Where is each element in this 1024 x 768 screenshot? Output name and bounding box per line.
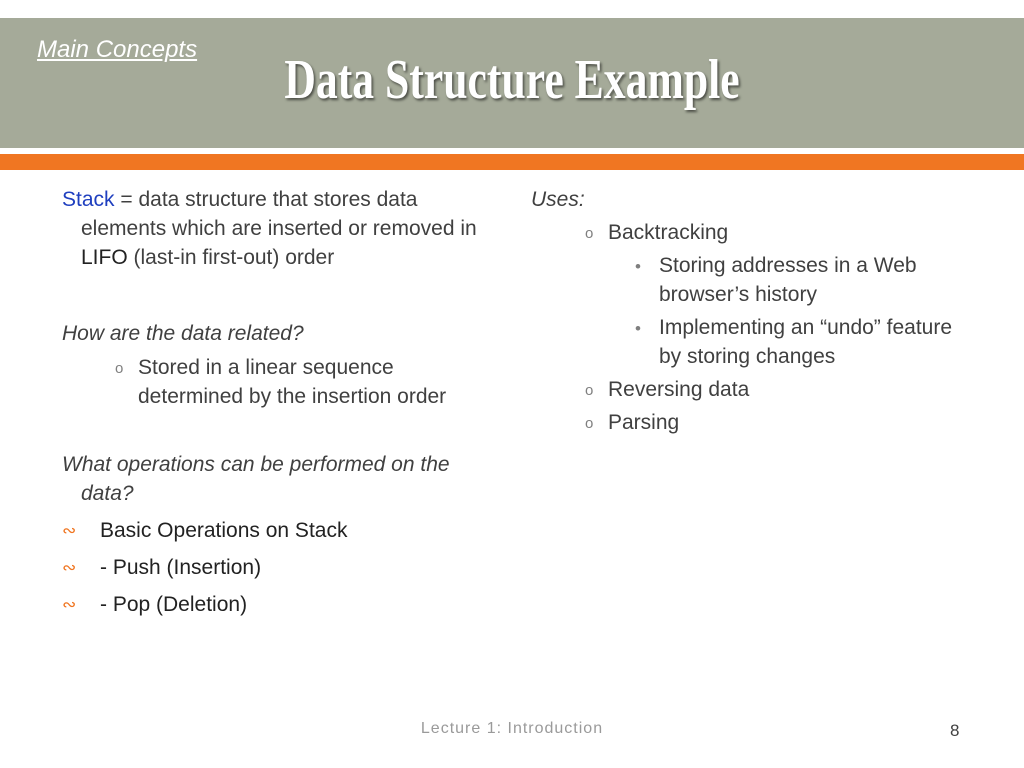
relation-answer-text: Stored in a linear sequence determined by the insertion order: [138, 356, 447, 408]
circle-bullet-icon: o: [585, 225, 594, 242]
slide-title: Data Structure Example: [284, 49, 740, 111]
dot-bullet-icon: •: [635, 257, 641, 276]
right-column: [531, 185, 971, 437]
use-reversing-label: Reversing data: [608, 378, 750, 401]
operations-item-label: Basic Operations on Stack: [100, 519, 348, 542]
dot-bullet-icon: •: [635, 319, 641, 338]
circle-bullet-icon: o: [585, 382, 594, 399]
backtracking-example-text: Implementing an “undo” feature by storing changes: [659, 316, 953, 368]
lifo-term: LIFO: [81, 246, 128, 269]
use-parsing-label: Parsing: [608, 411, 680, 434]
question-relation: How are the data related?: [62, 322, 304, 345]
stack-term: Stack: [62, 188, 115, 211]
relation-answer: [115, 353, 492, 411]
backtracking-example-text: Storing addresses in a Web browser’s history: [659, 254, 917, 306]
operations-item: [62, 553, 492, 582]
use-reversing: [585, 375, 971, 404]
definition-text-2: (last-in first-out) order: [127, 246, 335, 269]
operations-item: [62, 590, 492, 619]
operations-item-label: - Pop (Deletion): [100, 593, 248, 616]
circle-bullet-icon: o: [585, 415, 594, 432]
top-margin: [0, 0, 1024, 18]
fleuron-bullet-icon: ∾: [62, 595, 77, 614]
page-number: 8: [950, 721, 960, 740]
circle-bullet-icon: o: [115, 360, 124, 377]
fleuron-bullet-icon: ∾: [62, 521, 77, 540]
operations-item: [62, 516, 492, 545]
definition-text-1: = data structure that stores data elements which are inserted or removed in: [81, 188, 477, 240]
stack-definition: [62, 185, 492, 272]
backtracking-example: [635, 313, 971, 371]
question-operations: What operations can be performed on the data?: [62, 453, 450, 505]
use-backtracking: [585, 218, 971, 247]
operations-item-label: - Push (Insertion): [100, 556, 262, 579]
backtracking-example: [635, 251, 971, 309]
section-link[interactable]: Main Concepts: [37, 36, 198, 63]
left-column: [62, 185, 492, 619]
fleuron-bullet-icon: ∾: [62, 558, 77, 577]
uses-heading: Uses:: [531, 188, 585, 211]
use-backtracking-label: Backtracking: [608, 221, 729, 244]
use-parsing: [585, 408, 971, 437]
accent-bar: [0, 154, 1024, 170]
operations-list: [62, 516, 492, 619]
footer-text: Lecture 1: Introduction: [420, 720, 604, 737]
